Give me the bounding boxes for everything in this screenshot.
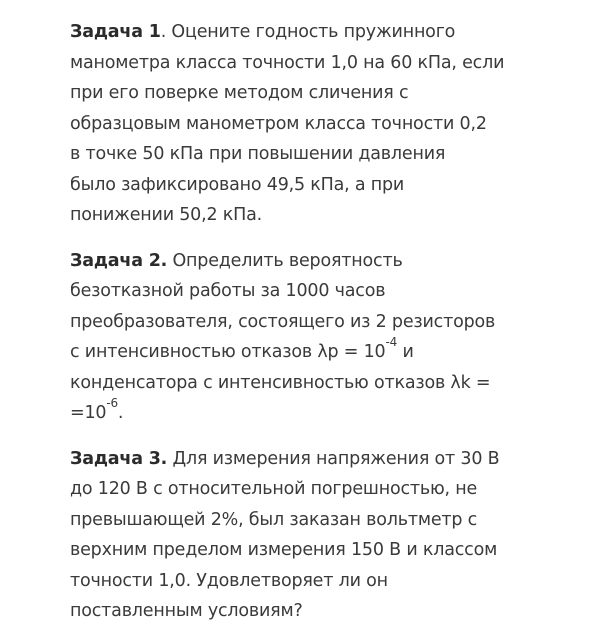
task-2-line-4-text: с интенсивностью отказов λр = 10: [70, 342, 386, 362]
task-1-title: Задача 1: [70, 22, 161, 42]
task-2-line-6: [70, 398, 570, 429]
task-2-title: Задача 2.: [70, 250, 168, 271]
task-3-line-6: поставленным условиям?: [70, 601, 303, 621]
task-2-text: Определить вероятность: [167, 250, 403, 271]
task-1-title-punct: .: [160, 22, 167, 42]
task-3-title: Задача 3.: [70, 448, 168, 469]
task-1: [70, 17, 570, 231]
task-1-line-7: понижении 50,2 кПа.: [70, 205, 262, 225]
task-2-line-3: преобразователя, состоящего из 2 резисторов: [70, 311, 496, 332]
task-2-line-6-tail: .: [117, 403, 124, 423]
task-2-line-1: [70, 246, 570, 277]
task-3-line-2: до 120 В с относительной погрешностью, не: [70, 479, 478, 499]
task-2-line-2: безотказной работы за 1000 часов: [70, 281, 386, 301]
task-1-line-4: образцовым манометром класса точности 0,2: [70, 113, 487, 134]
task-3-line-3: превышающей 2%, был заказан вольтметр с: [70, 509, 478, 530]
document-page: [70, 17, 570, 627]
task-3-text: Для измерения напряжения от 30 В: [167, 448, 500, 469]
task-1-text: Оцените годность пружинного: [166, 22, 456, 42]
task-1-line-6: было зафиксировано 49,5 кПа, а при: [70, 174, 405, 195]
task-1-line-3: при его поверке методом сличения с: [70, 83, 409, 103]
task-2-line-4: [70, 337, 570, 368]
task-3: [70, 444, 570, 627]
task-2-line-4-tail: и: [397, 342, 414, 362]
exponent-minus-4: -4: [385, 335, 398, 350]
task-3-line-5: точности 1,0. Удовлетворяет ли он: [70, 570, 388, 591]
exponent-minus-6: -6: [106, 396, 118, 411]
task-1-line-5: в точке 50 кПа при повышении давления: [70, 144, 446, 164]
task-3-line-4: верхним пределом измерения 150 В и классом: [70, 540, 498, 560]
task-3-line-1: [70, 444, 570, 475]
task-2: [70, 246, 570, 429]
task-1-line-1: [70, 17, 570, 48]
task-2-line-6-text: =10: [70, 403, 107, 423]
task-1-line-2: манометра класса точности 1,0 на 60 кПа, если: [70, 52, 505, 73]
task-2-line-5: конденсатора с интенсивностью отказов λk =: [70, 372, 491, 393]
